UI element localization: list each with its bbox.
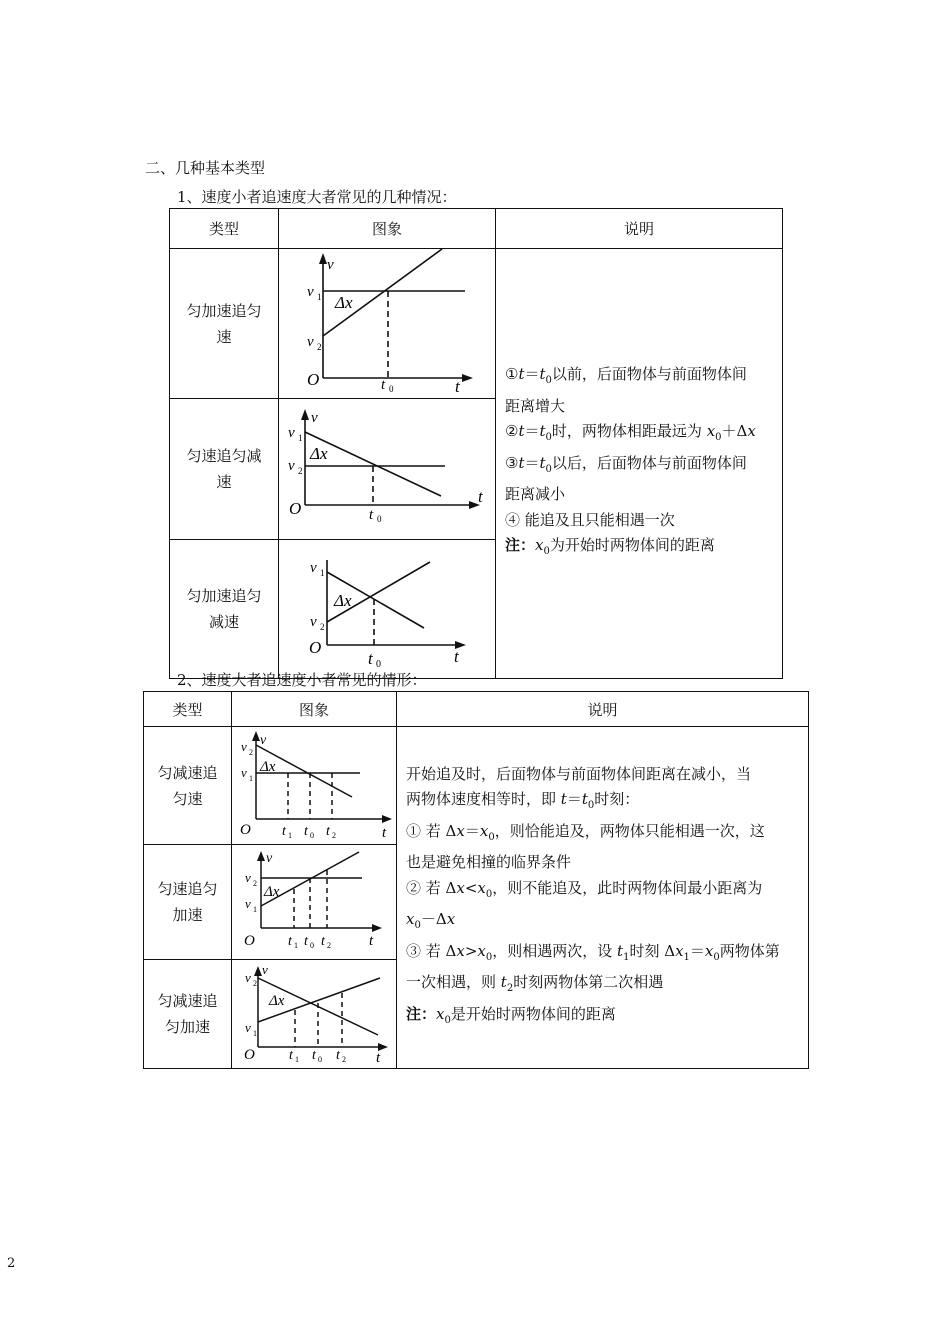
v1-sub: 1 xyxy=(317,292,322,302)
desc-line: $②t=t_0$时，两物体相距最远为 $x_0+\Delta x$ xyxy=(505,422,756,444)
vt-graph-decel-chase-accel xyxy=(232,960,397,1064)
desc-line: $x_0-\Delta x$ xyxy=(406,910,456,932)
desc-cell xyxy=(397,727,809,1069)
dx-label: Δx xyxy=(269,993,285,1009)
v2-sub: 2 xyxy=(320,622,325,632)
v2-label: v xyxy=(307,334,314,350)
t2-label: t xyxy=(336,1048,340,1063)
type-cell xyxy=(170,249,279,399)
t-label: t xyxy=(455,377,460,394)
desc-line: $①t=t_0$以前，后面物体与前面物体间 xyxy=(505,365,747,387)
header-graph: 图象 xyxy=(279,209,496,249)
t0-sub: 0 xyxy=(310,831,314,840)
desc-line: ① 若 $\Delta x=x_0$，则恰能追及，两物体只能相遇一次，这 xyxy=(406,821,765,843)
v2-sub: 2 xyxy=(317,342,322,352)
t2-sub: 2 xyxy=(332,831,336,840)
desc-line: 一次相遇，则 $t_2$时刻两物体第二次相遇 xyxy=(406,973,664,995)
desc-line: 开始追及时，后面物体与前面物体间距离在减小，当 xyxy=(406,764,752,783)
v-label: v xyxy=(262,962,268,977)
desc-line: 也是避免相撞的临界条件 xyxy=(406,853,572,872)
v1-label: v xyxy=(241,765,247,780)
header-desc: 说明 xyxy=(397,692,809,727)
dx-label: Δx xyxy=(260,759,276,775)
vt-graph-accel-chase-decel xyxy=(279,540,496,674)
t0-sub: 0 xyxy=(310,941,314,950)
v1-sub: 1 xyxy=(320,568,325,578)
type-label-line1: 匀加速追匀 xyxy=(186,301,262,320)
desc-line: ③ 若 $\Delta x>x_0$，则相遇两次，设 $t_1$时刻 $\Delta x_1=x_0$两物体第 xyxy=(406,941,780,963)
t2-label: t xyxy=(326,824,330,839)
t0-label: t xyxy=(312,1048,316,1063)
type-cell xyxy=(144,845,232,960)
vt-graph-uniform-chase-accel xyxy=(232,845,397,955)
v-label: v xyxy=(327,257,334,273)
v1-label: v xyxy=(307,284,314,300)
desc-line: ② 若 $\Delta x<x_0$，则不能追及，此时两物体间最小距离为 xyxy=(406,878,763,900)
v2-label: v xyxy=(288,458,295,474)
t-label: t xyxy=(382,825,387,840)
origin-label: O xyxy=(244,1047,255,1063)
type-label-line1: 匀速追匀 xyxy=(157,880,218,898)
t-label: t xyxy=(478,487,483,506)
v1-label: v xyxy=(310,560,317,576)
dx-label: Δx xyxy=(335,293,353,312)
v1-label: v xyxy=(245,896,251,911)
t2-sub: 2 xyxy=(342,1055,346,1064)
type-label-line2: 加速 xyxy=(172,906,203,924)
type-cell xyxy=(170,540,279,679)
v1-sub: 1 xyxy=(298,433,303,443)
vt-graph-decel-chase-uniform xyxy=(232,727,397,840)
v2-label: v xyxy=(245,870,251,885)
graph-cell xyxy=(232,845,397,960)
graph-cell xyxy=(279,540,496,679)
type-label-line2: 速 xyxy=(216,473,232,491)
type-label-line2: 减速 xyxy=(208,613,239,631)
t1-label: t xyxy=(289,1048,293,1063)
desc-line: $③t=t_0$以后，后面物体与前面物体间 xyxy=(505,453,747,475)
header-type: 类型 xyxy=(170,209,279,249)
t0-label: t xyxy=(368,649,373,668)
t1-label: t xyxy=(282,824,286,839)
t0-label: t xyxy=(381,377,386,393)
origin-label: O xyxy=(307,370,320,389)
section-title: 二、几种基本类型 xyxy=(145,159,266,177)
type-label-line1: 匀减速追 xyxy=(157,992,218,1010)
table-part1 xyxy=(169,208,783,679)
t0-label: t xyxy=(369,507,374,523)
graph-cell xyxy=(279,399,496,540)
origin-label: O xyxy=(244,933,255,949)
v1-label: v xyxy=(245,1020,251,1035)
type-label-line1: 匀减速追 xyxy=(157,763,218,782)
vt-graph-accel-chase-uniform xyxy=(279,249,496,394)
desc-line: 两物体速度相等时，即 $t=t_0$时刻： xyxy=(406,790,640,812)
desc-line: ④ 能追及且只能相遇一次 xyxy=(505,510,675,529)
origin-label: O xyxy=(289,499,302,518)
v2-sub: 2 xyxy=(249,748,253,757)
t1-sub: 1 xyxy=(294,941,298,950)
dx-label: Δx xyxy=(310,444,328,463)
t2-sub: 2 xyxy=(327,941,331,950)
part1-title: 1、速度小者追速度大者常见的几种情况： xyxy=(177,188,457,206)
type-cell xyxy=(144,727,232,845)
table-part2 xyxy=(143,691,809,1069)
v1-sub: 1 xyxy=(253,905,257,914)
header-graph: 图象 xyxy=(232,692,397,727)
type-label-line2: 匀加速 xyxy=(164,1018,210,1036)
type-label-line2: 匀速 xyxy=(172,789,203,808)
t-label: t xyxy=(454,647,459,666)
v2-label: v xyxy=(241,739,247,754)
v1-sub: 1 xyxy=(253,1029,257,1038)
origin-label: O xyxy=(309,638,322,657)
desc-note: 注：$x_0$为开始时两物体间的距离 xyxy=(505,536,715,558)
t0-label: t xyxy=(304,934,308,949)
v1-label: v xyxy=(288,425,295,441)
v-label: v xyxy=(311,410,318,426)
part2-title: 2、速度大者追速度小者常见的情形： xyxy=(177,671,427,689)
v1-sub: 1 xyxy=(249,774,253,783)
t1-sub: 1 xyxy=(288,831,292,840)
desc-line: 距离减小 xyxy=(505,485,566,504)
t0-sub: 0 xyxy=(376,659,381,670)
desc-cell xyxy=(496,249,783,679)
type-label-line1: 匀速追匀减 xyxy=(186,447,262,465)
vt-graph-uniform-chase-decel xyxy=(279,399,496,535)
v2-sub: 2 xyxy=(253,979,257,988)
graph-cell xyxy=(232,960,397,1069)
desc-note: 注：$x_0$是开始时两物体间的距离 xyxy=(406,1004,616,1026)
header-desc: 说明 xyxy=(496,209,783,249)
t-label: t xyxy=(369,933,374,949)
t0-label: t xyxy=(304,824,308,839)
t2-label: t xyxy=(321,934,325,949)
v-label: v xyxy=(266,851,273,866)
type-label-line1: 匀加速追匀 xyxy=(186,587,262,605)
type-cell xyxy=(144,960,232,1069)
t0-sub: 0 xyxy=(377,514,382,524)
type-cell xyxy=(170,399,279,540)
v-label: v xyxy=(260,733,267,748)
v2-label: v xyxy=(310,614,317,630)
page-number: 2 xyxy=(7,1256,16,1271)
desc-line: 距离增大 xyxy=(505,396,566,415)
v2-label: v xyxy=(245,970,251,985)
origin-label: O xyxy=(240,822,251,838)
t0-sub: 0 xyxy=(389,384,394,394)
graph-cell xyxy=(279,249,496,399)
dx-label: Δx xyxy=(264,884,280,900)
header-type: 类型 xyxy=(144,692,232,727)
graph-cell xyxy=(232,727,397,845)
t1-sub: 1 xyxy=(295,1055,299,1064)
dx-label: Δx xyxy=(334,591,352,610)
t1-label: t xyxy=(288,934,292,949)
t0-sub: 0 xyxy=(318,1055,322,1064)
v2-sub: 2 xyxy=(298,466,303,476)
t-label: t xyxy=(376,1050,381,1064)
v2-sub: 2 xyxy=(253,879,257,888)
type-label-line2: 速 xyxy=(216,327,232,346)
